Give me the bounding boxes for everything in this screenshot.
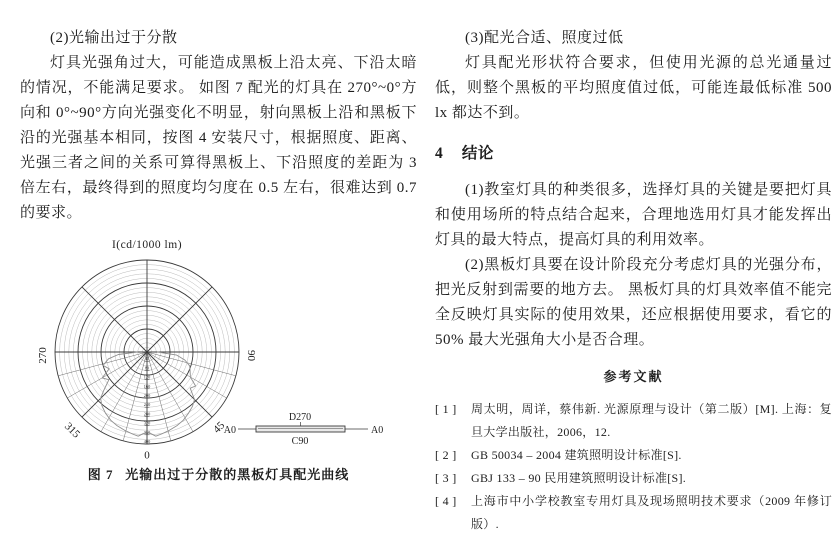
subsection-heading-2: (2)光输出过于分散 — [50, 30, 178, 46]
svg-text:280: 280 — [143, 411, 151, 417]
right-body-paragraph: 灯具配光形状符合要求，但使用光源的总光通量过低，则整个黑板的平均照度值过低，可能连最低标准 500 lx 都达不到。 — [435, 55, 832, 121]
references-heading: 参考文献 — [603, 369, 664, 384]
reference-label: [ 3 ] — [435, 471, 457, 485]
section-title: 结论 — [461, 145, 494, 162]
conclusion-paragraph-1: (1)教室灯具的种类很多，选择灯具的关键是要把灯具和使用场所的特点结合起来，合理地选用灯具才能发挥出灯具的最大特点，提高灯具的利用效率。 — [435, 182, 832, 248]
figure-caption-text: 光输出过于分散的黑板灯具配光曲线 — [125, 467, 350, 482]
reference-text: GBJ 133 – 90 民用建筑照明设计标准[S]. — [471, 471, 687, 485]
reference-text: 周太明，周详，蔡伟新. 光源原理与设计（第二版）[M]. 上海：复旦大学出版社，2006，12. — [471, 402, 832, 439]
reference-item — [435, 467, 832, 490]
svg-text:400: 400 — [143, 439, 151, 444]
left-column — [20, 26, 417, 485]
reference-item — [435, 490, 832, 536]
reference-item — [435, 398, 832, 444]
svg-text:D270: D270 — [288, 412, 312, 423]
photometric-chart — [20, 232, 400, 460]
figure-7 — [20, 232, 417, 485]
svg-text:120: 120 — [143, 374, 151, 380]
references-list — [435, 398, 832, 536]
svg-text:40: 40 — [144, 356, 150, 362]
right-column — [435, 26, 832, 536]
svg-text:45: 45 — [210, 419, 228, 436]
reference-label: [ 1 ] — [435, 402, 457, 416]
svg-text:I(cd/1000 lm): I(cd/1000 lm) — [111, 239, 183, 251]
reference-label: [ 4 ] — [435, 494, 457, 508]
svg-text:90: 90 — [245, 350, 257, 361]
svg-text:200: 200 — [143, 393, 151, 398]
svg-text:A0: A0 — [371, 425, 384, 436]
svg-text:80: 80 — [144, 365, 150, 371]
reference-item — [435, 444, 832, 467]
conclusion-paragraph-2: (2)黑板灯具要在设计阶段充分考虑灯具的光强分布，把光反射到需要的地方去。 黑板灯具的灯具效率值不能完全反映灯具实际的使用效果，还应根据使用要求，看它的 50% 最大光强角大小是否合理。 — [435, 257, 832, 348]
reference-label: [ 2 ] — [435, 448, 457, 462]
reference-text: 上海市中小学校教室专用灯具及现场照明技术要求（2009 年修订版）. — [471, 494, 832, 531]
svg-text:0: 0 — [144, 449, 150, 460]
figure-caption — [20, 465, 417, 485]
figure-number: 图 7 — [87, 467, 114, 482]
section-heading-conclusion — [435, 141, 832, 166]
svg-text:160: 160 — [143, 383, 151, 389]
svg-text:360: 360 — [143, 429, 151, 435]
left-body-paragraph: 灯具光强角过大，可能造成黑板上沿太亮、下沿太暗的情况，不能满足要求。 如图 7 配光的灯具在 270°~0°方向和 0°~90°方向光强变化不明显，射向黑板上沿和黑板下沿的光强基本相同，按图 4 安装尺寸，根据照度、距离、光强三者之间的关系可算得黑板上、下沿照度的差距为 3 倍左右，最终得到的照度均匀度在 0.5 左右，很难达到 0.7 的要求。 — [20, 55, 417, 221]
svg-text:C90: C90 — [291, 436, 309, 447]
subsection-heading-3: (3)配光合适、照度过低 — [465, 30, 624, 46]
reference-text: GB 50034 – 2004 建筑照明设计标准[S]. — [471, 448, 682, 462]
svg-text:320: 320 — [143, 420, 151, 426]
svg-text:A0: A0 — [223, 425, 236, 436]
svg-text:315: 315 — [61, 420, 83, 441]
section-number: 4 — [435, 145, 444, 162]
svg-text:240: 240 — [143, 402, 151, 408]
svg-text:270: 270 — [37, 347, 49, 364]
